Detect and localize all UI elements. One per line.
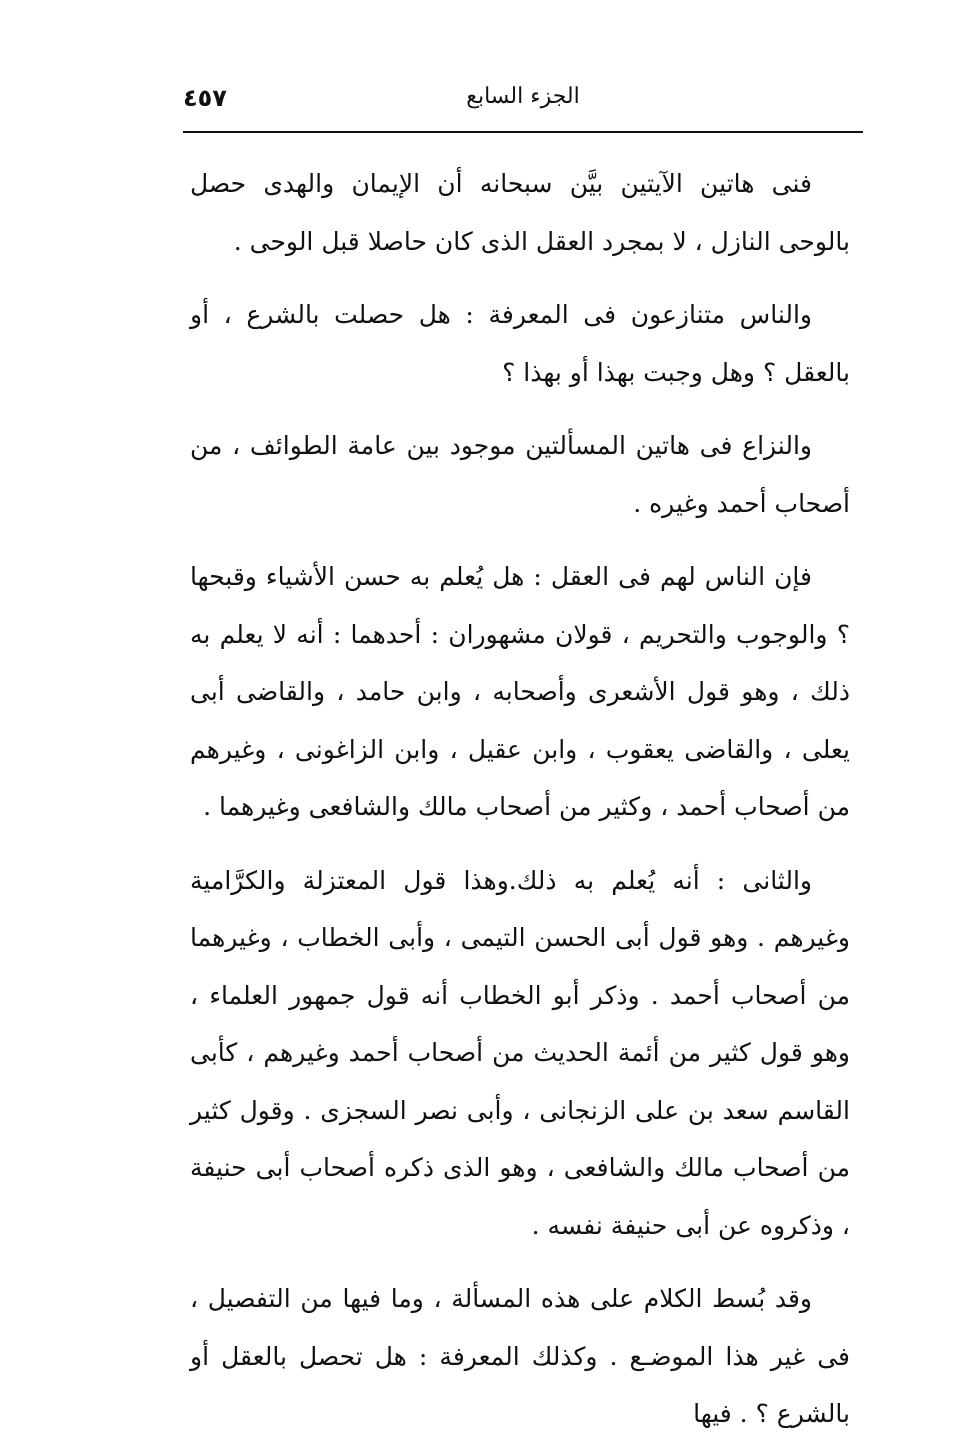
body-text bbox=[190, 155, 850, 1443]
paragraph: فإن الناس لهم فى العقل : هل يُعلم به حسن الأشياء وقبحها ؟ والوجوب والتحريم ، قولان مشهوران : أحدهما : أنه لا يعلم به ذلك ، وهو قول الأشعرى وأصحابه ، وابن حامد ، والقاضى أبى يعلى ، والقاضى يعقوب ، وابن عقيل ، وابن الزاغونى ، وغيرهم من أصحاب أحمد ، وكثير من أصحاب مالك والشافعى وغيرهما . bbox=[190, 562, 850, 821]
header-rule bbox=[183, 131, 863, 133]
paragraph: والناس متنازعون فى المعرفة : هل حصلت بالشرع ، أو بالعقل ؟ وهل وجبت بهذا أو بهذا ؟ bbox=[190, 300, 850, 387]
paragraph: وقد بُسط الكلام على هذه المسألة ، وما فيها من التفصيل ، فى غير هذا الموضـع . وكذلك المعرفة : هل تحصل بالعقل أو بالشرع ؟ . فيها bbox=[190, 1284, 850, 1428]
running-title: الجزء السابع bbox=[466, 84, 580, 109]
paragraph: والنزاع فى هاتين المسألتين موجود بين عامة الطوائف ، من أصحاب أحمد وغيره . bbox=[190, 431, 850, 518]
page-number: ٤٥٧ bbox=[183, 84, 227, 112]
paragraph: والثانى : أنه يُعلم به ذلك.وهذا قول المعتزلة والكرَّامية وغيرهم . وهو قول أبى الحسن التيمى ، وأبى الخطاب ، وغيرهما من أصحاب أحمد . وذكر أبو الخطاب أنه قول جمهور العلماء ، وهو قول كثير من أئمة الحديث من أصحاب أحمد وغيرهم ، كأبى القاسم سعد بن على الزنجانى ، وأبى نصر السجزى . وقول كثير من أصحاب مالك والشافعى ، وهو الذى ذكره أصحاب أبى حنيفة ، وذكروه عن أبى حنيفة نفسه . bbox=[190, 865, 850, 1240]
page-header bbox=[183, 80, 863, 130]
paragraph: فنى هاتين الآيتين بيَّن سبحانه أن الإيمان والهدى حصل بالوحى النازل ، لا بمجرد العقل الذى كان حاصلا قبل الوحى . bbox=[190, 169, 850, 256]
